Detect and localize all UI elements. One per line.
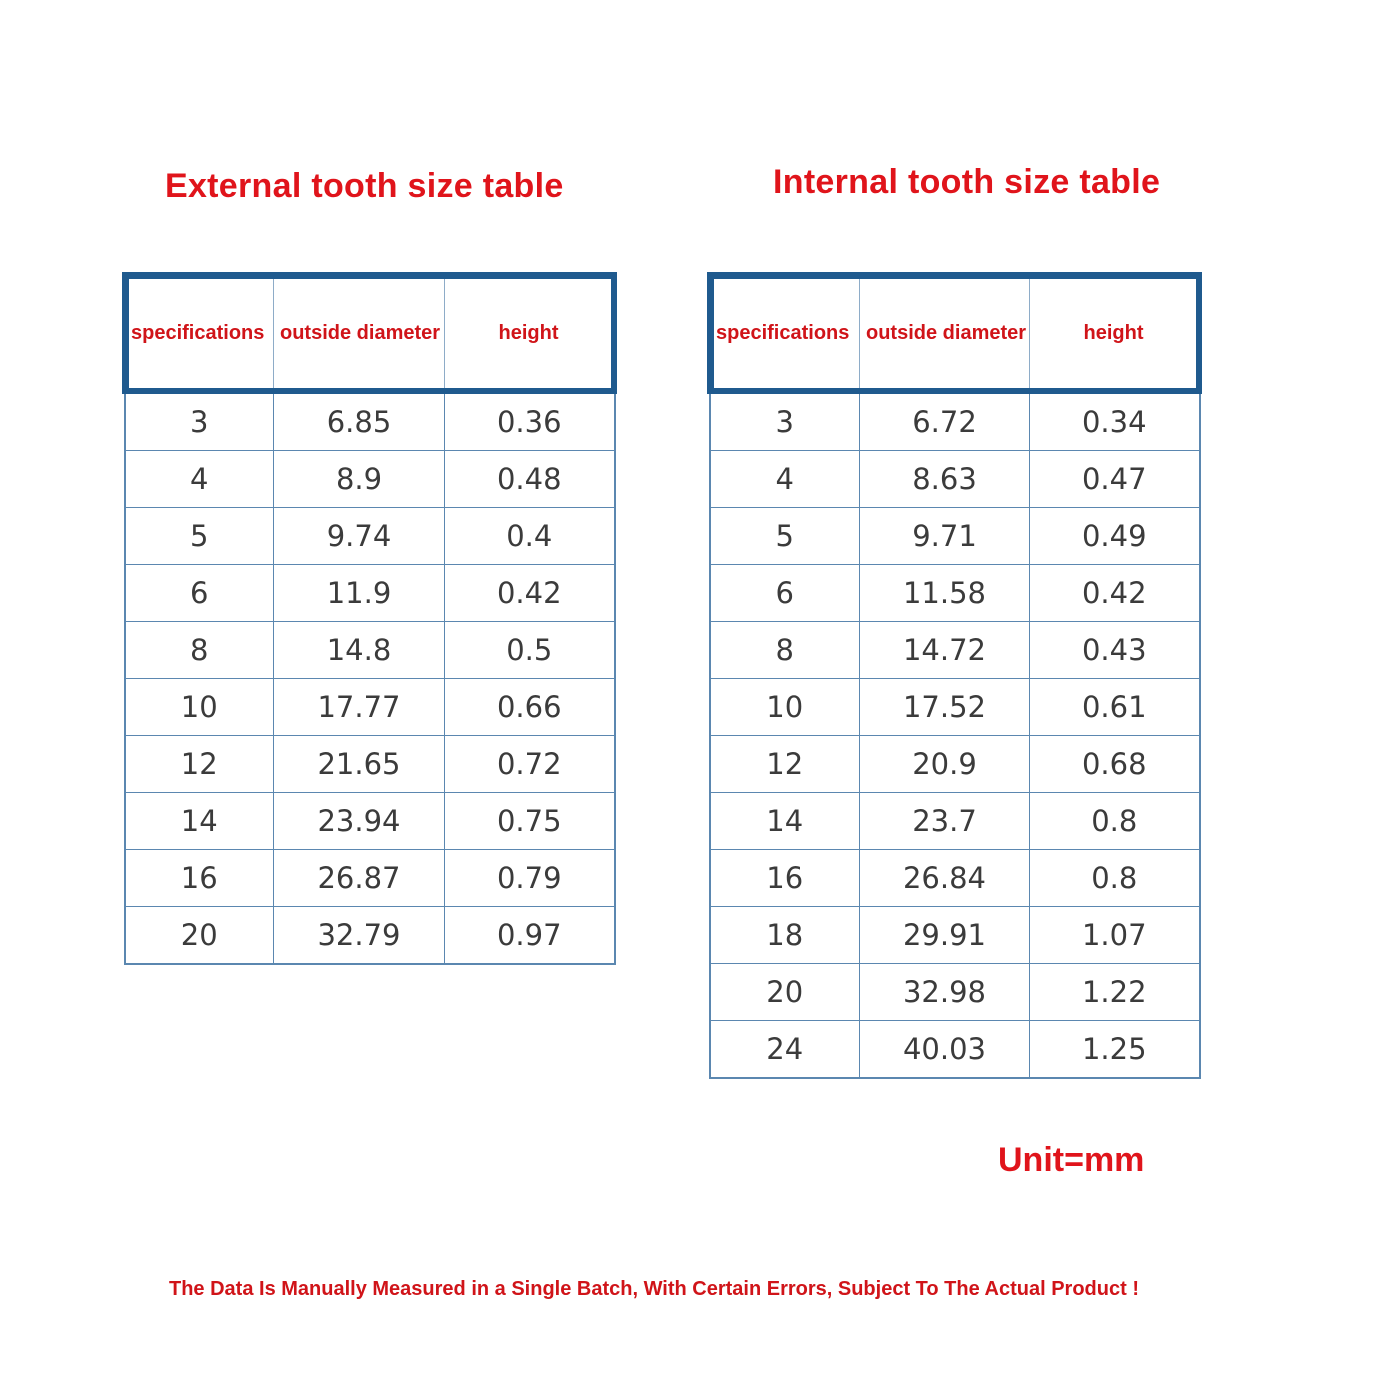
cell-specification: 10 <box>710 679 860 736</box>
cell-height: 0.34 <box>1030 392 1200 451</box>
cell-height: 0.68 <box>1030 736 1200 793</box>
table-row <box>125 679 615 736</box>
table-row <box>710 392 1200 451</box>
header-outside-diameter: outside diameter <box>860 275 1030 392</box>
cell-outside-diameter: 26.87 <box>274 850 445 907</box>
cell-outside-diameter: 40.03 <box>860 1021 1030 1079</box>
cell-outside-diameter: 17.77 <box>274 679 445 736</box>
cell-outside-diameter: 32.79 <box>274 907 445 965</box>
cell-specification: 16 <box>125 850 274 907</box>
table-header-row <box>125 275 615 392</box>
table-row <box>710 622 1200 679</box>
cell-outside-diameter: 17.52 <box>860 679 1030 736</box>
cell-height: 0.49 <box>1030 508 1200 565</box>
cell-specification: 4 <box>710 451 860 508</box>
cell-specification: 16 <box>710 850 860 907</box>
cell-height: 0.4 <box>445 508 615 565</box>
cell-specification: 18 <box>710 907 860 964</box>
table-row <box>125 736 615 793</box>
cell-specification: 6 <box>710 565 860 622</box>
header-specifications: specifications <box>710 275 860 392</box>
table-row <box>710 793 1200 850</box>
table-row <box>710 964 1200 1021</box>
unit-note: Unit=mm <box>998 1141 1145 1179</box>
cell-height: 0.48 <box>445 451 615 508</box>
external-size-table <box>122 272 617 965</box>
cell-height: 0.97 <box>445 907 615 965</box>
cell-specification: 3 <box>125 392 274 451</box>
external-table-title: External tooth size table <box>165 167 564 205</box>
cell-outside-diameter: 14.72 <box>860 622 1030 679</box>
table-row <box>125 793 615 850</box>
cell-specification: 5 <box>125 508 274 565</box>
cell-specification: 20 <box>125 907 274 965</box>
cell-specification: 14 <box>710 793 860 850</box>
table-row <box>710 1021 1200 1079</box>
cell-height: 0.47 <box>1030 451 1200 508</box>
table-row <box>125 508 615 565</box>
internal-table-title: Internal tooth size table <box>773 163 1161 201</box>
cell-outside-diameter: 29.91 <box>860 907 1030 964</box>
cell-specification: 12 <box>710 736 860 793</box>
table-row <box>125 565 615 622</box>
cell-outside-diameter: 11.9 <box>274 565 445 622</box>
cell-outside-diameter: 8.9 <box>274 451 445 508</box>
table-row <box>710 850 1200 907</box>
cell-height: 0.42 <box>445 565 615 622</box>
table-row <box>125 392 615 451</box>
cell-outside-diameter: 21.65 <box>274 736 445 793</box>
cell-height: 1.07 <box>1030 907 1200 964</box>
cell-specification: 6 <box>125 565 274 622</box>
cell-specification: 24 <box>710 1021 860 1079</box>
cell-height: 0.79 <box>445 850 615 907</box>
cell-specification: 8 <box>125 622 274 679</box>
cell-height: 1.22 <box>1030 964 1200 1021</box>
table-row <box>125 451 615 508</box>
cell-outside-diameter: 26.84 <box>860 850 1030 907</box>
cell-outside-diameter: 6.85 <box>274 392 445 451</box>
header-height: height <box>445 275 615 392</box>
table-row <box>710 679 1200 736</box>
table-row <box>125 622 615 679</box>
cell-outside-diameter: 8.63 <box>860 451 1030 508</box>
header-specifications: specifications <box>125 275 274 392</box>
table-row <box>125 907 615 965</box>
table-row <box>710 907 1200 964</box>
cell-specification: 14 <box>125 793 274 850</box>
table-header-row <box>710 275 1200 392</box>
cell-specification: 8 <box>710 622 860 679</box>
cell-height: 0.8 <box>1030 793 1200 850</box>
cell-specification: 10 <box>125 679 274 736</box>
cell-outside-diameter: 23.7 <box>860 793 1030 850</box>
cell-outside-diameter: 14.8 <box>274 622 445 679</box>
cell-height: 0.75 <box>445 793 615 850</box>
external-table-body <box>125 392 615 965</box>
cell-specification: 20 <box>710 964 860 1021</box>
table-row <box>710 451 1200 508</box>
internal-table-body <box>710 392 1200 1079</box>
cell-outside-diameter: 11.58 <box>860 565 1030 622</box>
cell-height: 0.61 <box>1030 679 1200 736</box>
cell-height: 0.8 <box>1030 850 1200 907</box>
cell-outside-diameter: 32.98 <box>860 964 1030 1021</box>
cell-outside-diameter: 23.94 <box>274 793 445 850</box>
table-row <box>710 565 1200 622</box>
disclaimer-note: The Data Is Manually Measured in a Single Batch, With Certain Errors, Subject To The Actual Product ! <box>169 1278 1139 1300</box>
cell-height: 0.42 <box>1030 565 1200 622</box>
cell-specification: 4 <box>125 451 274 508</box>
table-row <box>710 736 1200 793</box>
table-row <box>710 508 1200 565</box>
cell-height: 0.66 <box>445 679 615 736</box>
cell-height: 0.36 <box>445 392 615 451</box>
cell-height: 0.43 <box>1030 622 1200 679</box>
cell-outside-diameter: 6.72 <box>860 392 1030 451</box>
cell-specification: 5 <box>710 508 860 565</box>
header-outside-diameter: outside diameter <box>274 275 445 392</box>
header-height: height <box>1030 275 1200 392</box>
cell-outside-diameter: 9.74 <box>274 508 445 565</box>
cell-height: 1.25 <box>1030 1021 1200 1079</box>
internal-size-table <box>707 272 1202 1079</box>
cell-height: 0.72 <box>445 736 615 793</box>
cell-outside-diameter: 20.9 <box>860 736 1030 793</box>
cell-outside-diameter: 9.71 <box>860 508 1030 565</box>
table-row <box>125 850 615 907</box>
cell-height: 0.5 <box>445 622 615 679</box>
cell-specification: 3 <box>710 392 860 451</box>
cell-specification: 12 <box>125 736 274 793</box>
